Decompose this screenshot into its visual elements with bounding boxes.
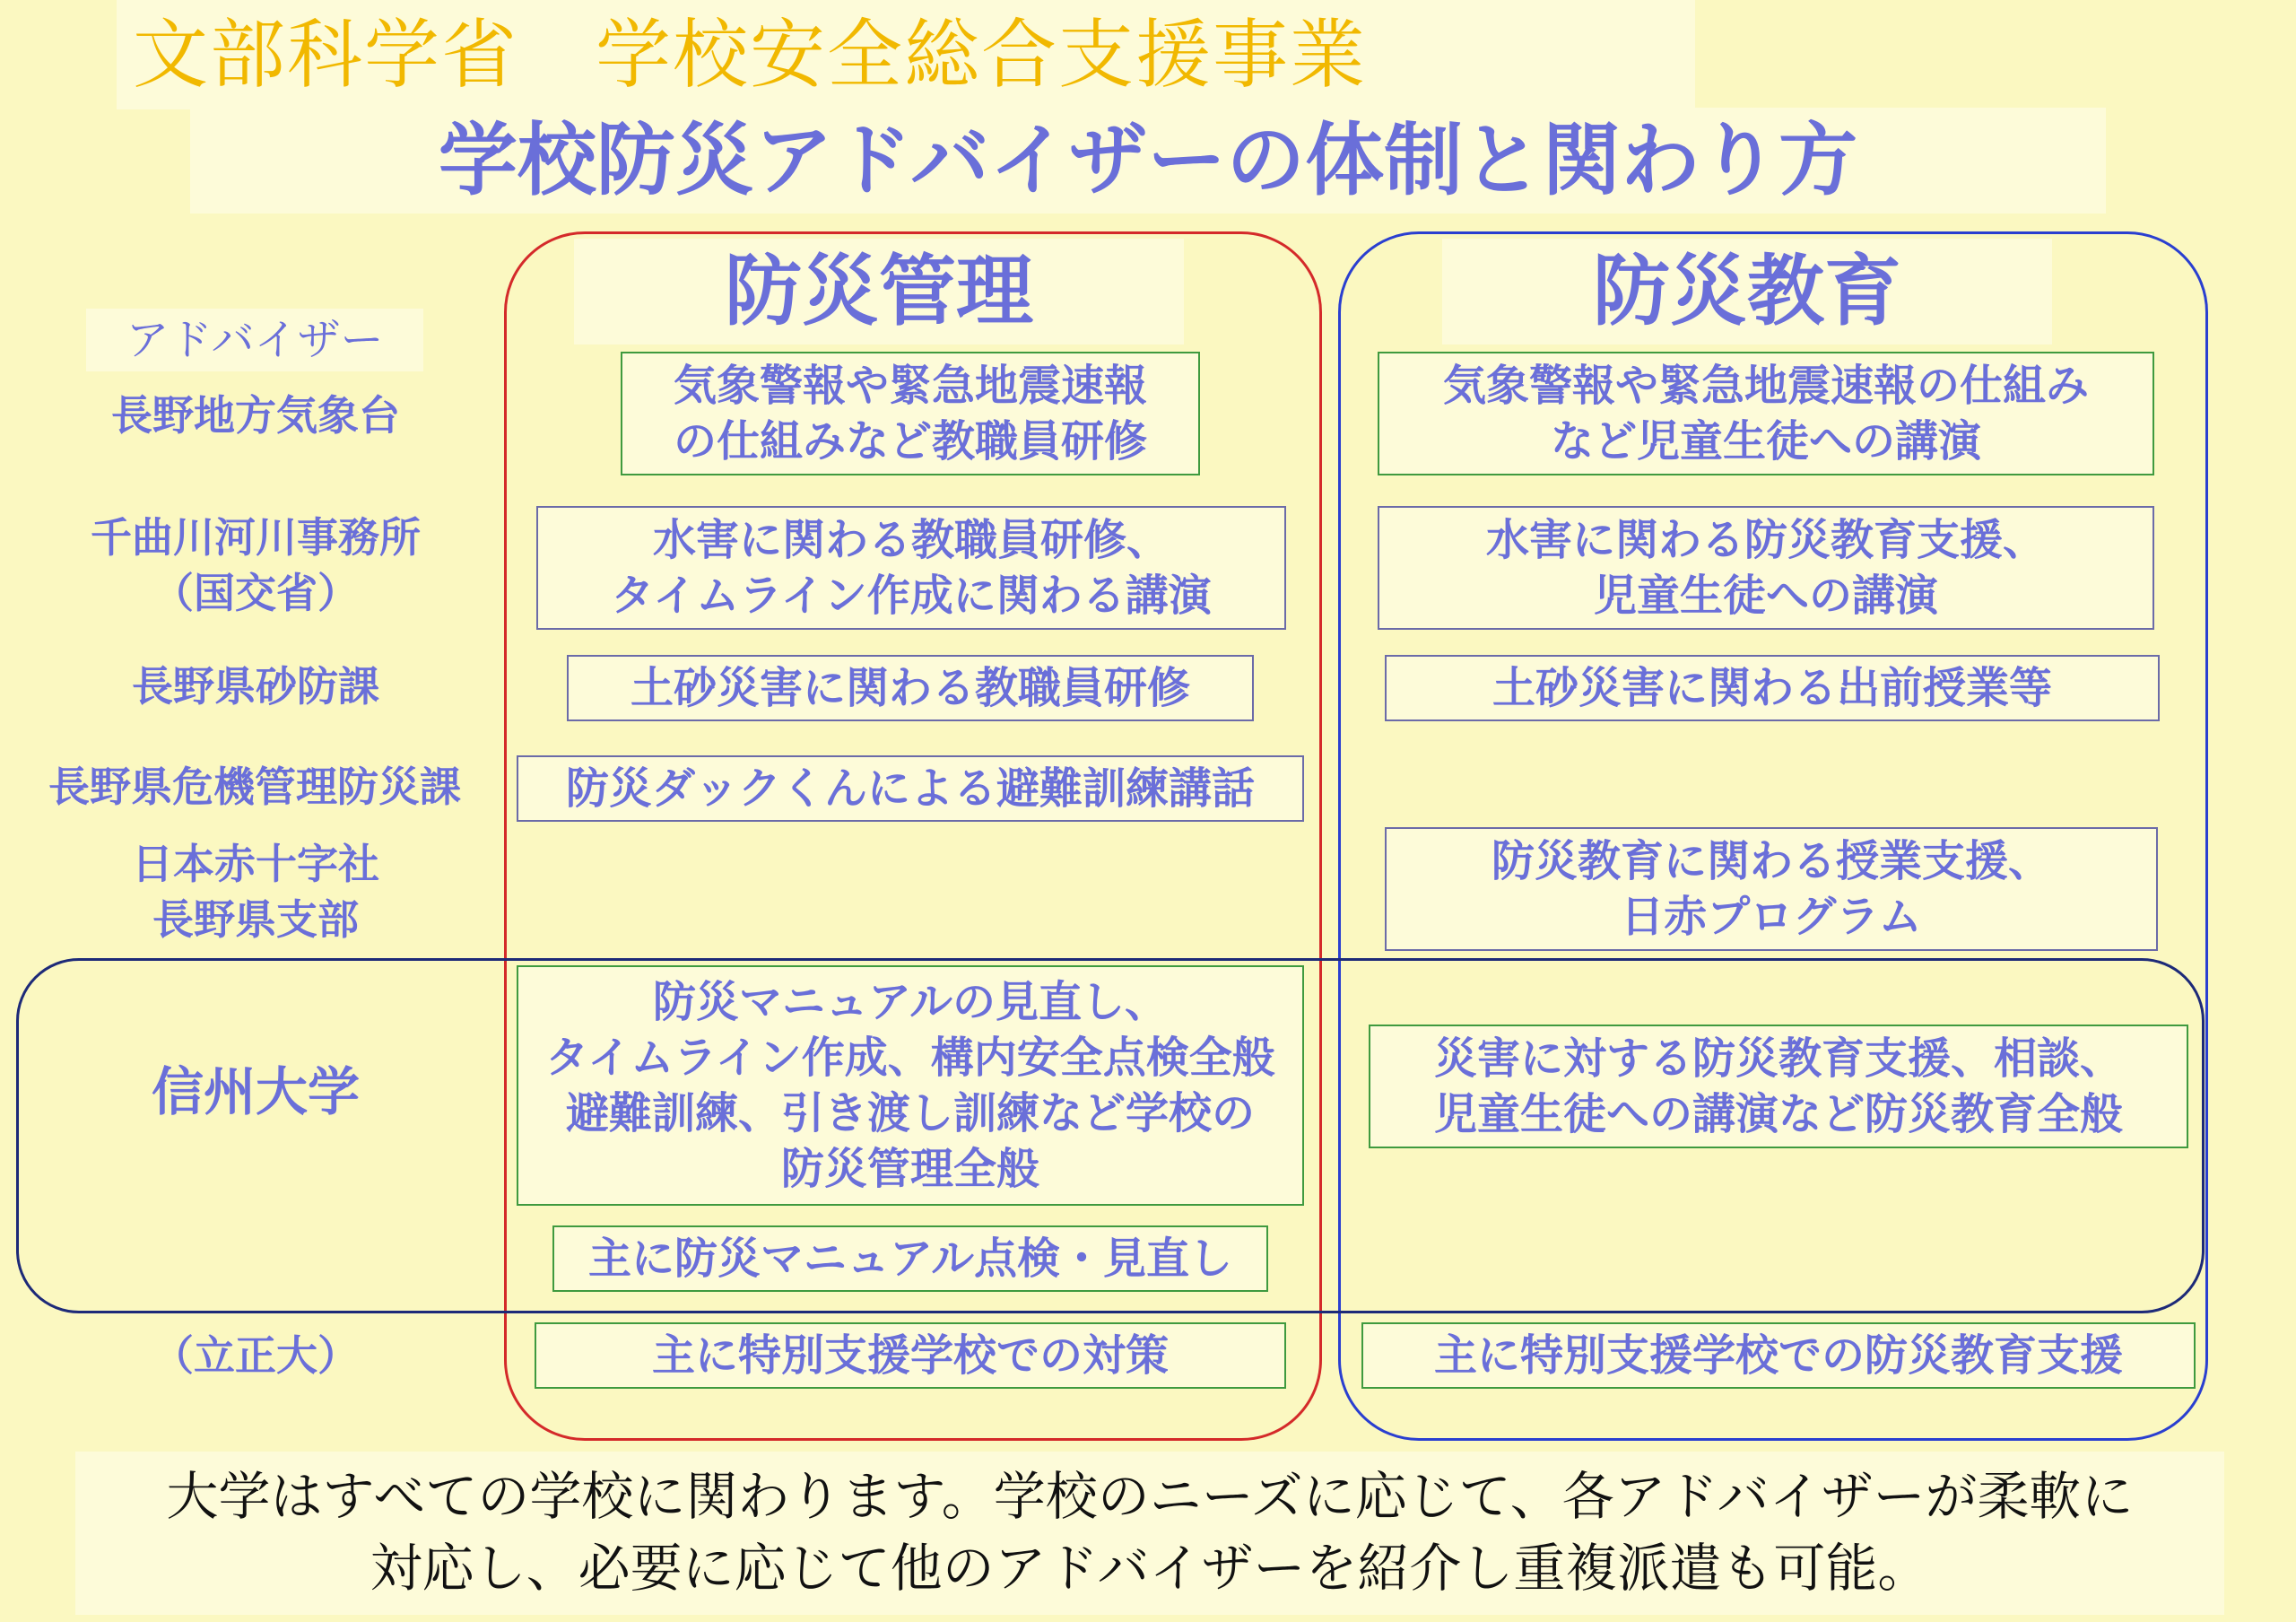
box-line: 防災ダックくんによる避難訓練講話 bbox=[565, 763, 1255, 814]
org-label-line: 千曲川河川事務所 bbox=[91, 513, 421, 562]
box-line: 土砂災害に関わる出前授業等 bbox=[1492, 663, 2052, 713]
box-line: 気象警報や緊急地震速報 bbox=[673, 361, 1147, 411]
box-line: 防災管理全般 bbox=[780, 1144, 1039, 1194]
box-line: 防災マニュアルの見直し、 bbox=[652, 977, 1169, 1027]
org-label-line: （立正大） bbox=[152, 1331, 359, 1380]
org-label bbox=[54, 510, 457, 628]
page-title: 学校防災アドバイザーの体制と関わり方 bbox=[190, 108, 2106, 214]
education-item bbox=[1378, 352, 2154, 475]
column-heading-education: 防災教育 bbox=[1442, 239, 2052, 344]
management-item bbox=[517, 965, 1304, 1206]
org-label bbox=[54, 1328, 457, 1387]
box-line: 避難訓練、引き渡し訓練など学校の bbox=[565, 1088, 1255, 1138]
org-label bbox=[54, 658, 457, 718]
org-label bbox=[54, 1055, 457, 1129]
box-line: 気象警報や緊急地震速報の仕組み bbox=[1442, 361, 2089, 411]
box-line: 防災教育に関わる授業支援、 bbox=[1491, 836, 2051, 886]
box-line: 主に特別支援学校での対策 bbox=[651, 1330, 1169, 1381]
education-item bbox=[1369, 1025, 2188, 1148]
box-line: 災害に対する防災教育支援、相談、 bbox=[1433, 1033, 2123, 1084]
footer-line: 大学はすべての学校に関わります。学校のニーズに応じて、各アドバイザーが柔軟に bbox=[166, 1466, 2134, 1527]
management-item bbox=[517, 755, 1304, 822]
management-item bbox=[567, 655, 1254, 721]
box-line: 主に特別支援学校での防災教育支援 bbox=[1433, 1330, 2123, 1381]
management-item bbox=[552, 1225, 1268, 1292]
org-label bbox=[54, 836, 457, 955]
org-label-line: 長野地方気象台 bbox=[111, 391, 400, 440]
box-line: など児童生徒への講演 bbox=[1550, 416, 1981, 467]
box-line: 児童生徒への講演 bbox=[1593, 571, 1938, 621]
footer-note bbox=[75, 1452, 2224, 1615]
box-line: 土砂災害に関わる教職員研修 bbox=[630, 663, 1190, 713]
education-item bbox=[1385, 655, 2160, 721]
box-line: 主に防災マニュアル点検・見直し bbox=[587, 1234, 1233, 1284]
org-label-line: 長野県支部 bbox=[152, 895, 359, 944]
advisor-label: アドバイザー bbox=[86, 309, 423, 371]
org-label-line: 長野県危機管理防災課 bbox=[48, 763, 461, 811]
box-line: 水害に関わる教職員研修、 bbox=[652, 515, 1170, 565]
management-item bbox=[535, 1322, 1286, 1389]
org-label bbox=[54, 388, 457, 447]
box-line: タイムライン作成に関わる講演 bbox=[611, 571, 1212, 621]
box-line: 水害に関わる防災教育支援、 bbox=[1485, 515, 2046, 565]
education-item bbox=[1385, 827, 2158, 951]
box-line: の仕組みなど教職員研修 bbox=[673, 416, 1147, 467]
education-item bbox=[1361, 1322, 2196, 1389]
management-item bbox=[621, 352, 1200, 475]
org-label-line: 日本赤十字社 bbox=[132, 840, 379, 888]
footer-line: 対応し、必要に応じて他のアドバイザーを紹介し重複派遣も可能。 bbox=[370, 1538, 1930, 1599]
org-label bbox=[22, 759, 488, 818]
column-heading-management: 防災管理 bbox=[574, 239, 1184, 344]
box-line: タイムライン作成、構内安全点検全般 bbox=[545, 1033, 1275, 1083]
education-item bbox=[1378, 506, 2154, 630]
org-label-line: 信州大学 bbox=[151, 1061, 360, 1122]
org-label-line: （国交省） bbox=[152, 569, 359, 617]
header-title: 文部科学省 学校安全総合支援事業 bbox=[117, 0, 1695, 109]
org-label-line: 長野県砂防課 bbox=[132, 662, 379, 711]
box-line: 児童生徒への講演など防災教育全般 bbox=[1433, 1089, 2123, 1139]
management-item bbox=[536, 506, 1286, 630]
box-line: 日赤プログラム bbox=[1621, 892, 1922, 942]
